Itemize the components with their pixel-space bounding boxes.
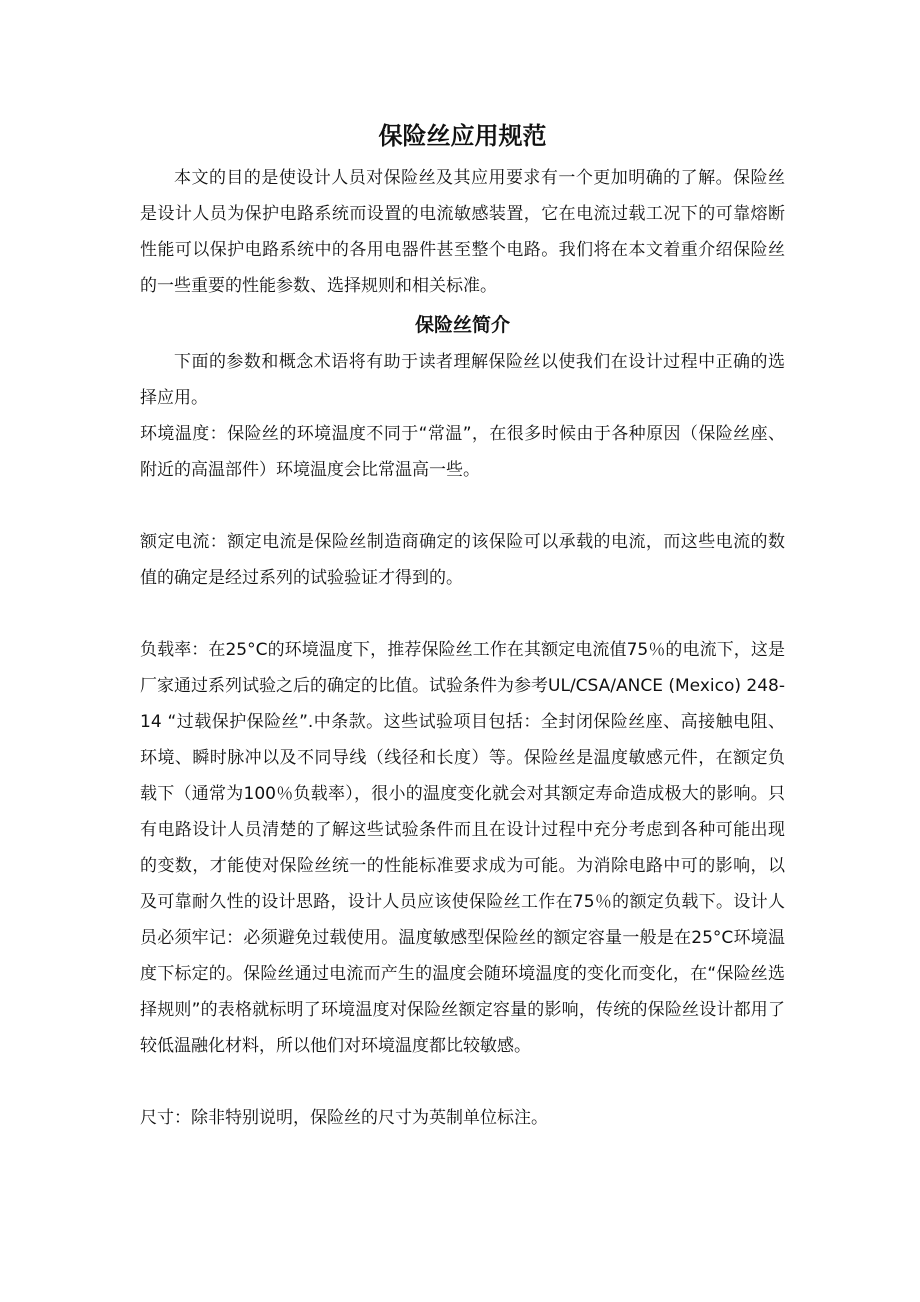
section-title: 保险丝简介: [414, 314, 510, 336]
rated-current-paragraph: 额定电流：额定电流是保险丝制造商确定的该保险可以承载的电流，而这些电流的数值的确定是经过系列的试验验证才得到的。: [140, 532, 785, 588]
spacer: [140, 1064, 785, 1100]
section-intro-paragraph: 下面的参数和概念术语将有助于读者理解保险丝以使我们在设计过程中正确的选择应用。: [140, 352, 785, 408]
document-page: [140, 118, 785, 1136]
dimensions-paragraph: 尺寸：除非特别说明，保险丝的尺寸为英制单位标注。: [140, 1108, 548, 1128]
document-title: 保险丝应用规范: [378, 122, 547, 150]
ambient-temperature-paragraph: 环境温度：保险丝的环境温度不同于“常温”，在很多时候由于各种原因（保险丝座、附近的高温部件）环境温度会比常温高一些。: [140, 424, 785, 480]
load-rate-paragraph: 负载率：在25°C的环境温度下，推荐保险丝工作在其额定电流值75％的电流下，这是厂家通过系列试验之后的确定的比值。试验条件为参考UL/CSA/ANCE (Mexico) 248-14 “过载保护保险丝”.中条款。这些试验项目包括：全封闭保险丝座、高接触电阻、环境、瞬时脉冲以及不同导线（线径和长度）等。保险丝是温度敏感元件，在额定负载下（通常为100％负载率），很小的温度变化就会对其额定寿命造成极大的影响。只有电路设计人员清楚的了解这些试验条件而且在设计过程中充分考虑到各种可能出现的变数，才能使对保险丝统一的性能标准要求成为可能。为消除电路中可的影响，以及可靠耐久性的设计思路，设计人员应该使保险丝工作在75％的额定负载下。设计人员必须牢记：必须避免过载使用。温度敏感型保险丝的额定容量一般是在25°C环境温度下标定的。保险丝通过电流而产生的温度会随环境温度的变化而变化，在“保险丝选择规则”的表格就标明了环境温度对保险丝额定容量的影响，传统的保险丝设计都用了较低温融化材料，所以他们对环境温度都比较敏感。: [140, 640, 785, 1056]
intro-paragraph: 本文的目的是使设计人员对保险丝及其应用要求有一个更加明确的了解。保险丝是设计人员为保护电路系统而设置的电流敏感装置，它在电流过载工况下的可靠熔断性能可以保护电路系统中的各用电器件甚至整个电路。我们将在本文着重介绍保险丝的一些重要的性能参数、选择规则和相关标准。: [140, 168, 785, 296]
spacer: [140, 596, 785, 632]
spacer: [140, 488, 785, 524]
